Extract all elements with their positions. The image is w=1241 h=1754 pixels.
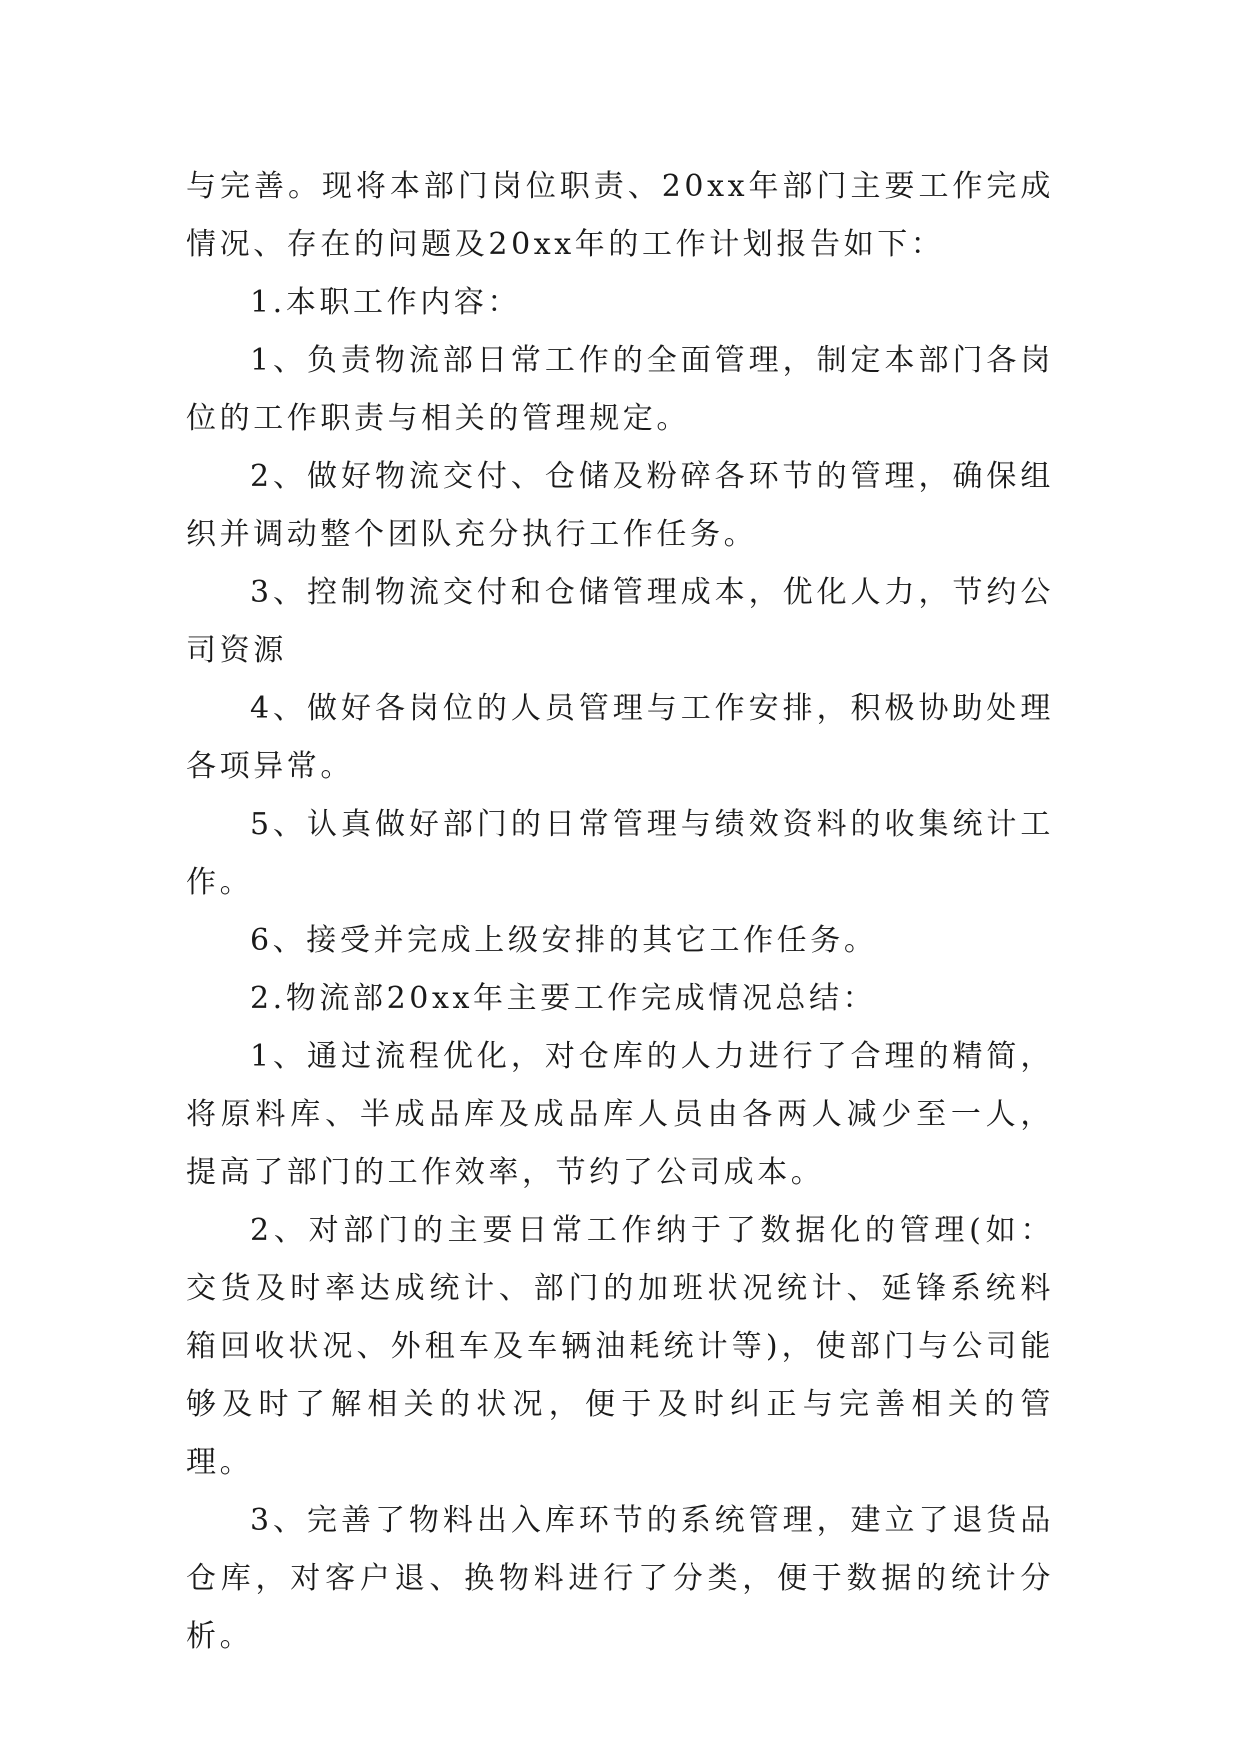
paragraph-intro: 与完善。现将本部门岗位职责、20xx年部门主要工作完成情况、存在的问题及20xx年的工作计划报告如下： [186, 169, 1054, 262]
summary-item-1: 1、通过流程优化，对仓库的人力进行了合理的精简，将原料库、半成品库及成品库人员由各两人减少至一人，提高了部门的工作效率，节约了公司成本。 [186, 1039, 1054, 1190]
duty-item-4: 4、做好各岗位的人员管理与工作安排，积极协助处理各项异常。 [186, 691, 1054, 784]
duty-item-3: 3、控制物流交付和仓储管理成本，优化人力，节约公司资源 [186, 575, 1054, 668]
section-heading-duties: 1.本职工作内容： [250, 285, 522, 320]
duty-item-5: 5、认真做好部门的日常管理与绩效资料的收集统计工作。 [186, 807, 1054, 900]
summary-item-3: 3、完善了物料出入库环节的系统管理，建立了退货品仓库，对客户退、换物料进行了分类，便于数据的统计分析。 [186, 1503, 1054, 1654]
section-heading-summary: 2.物流部20xx年主要工作完成情况总结： [250, 981, 877, 1016]
duty-item-1: 1、负责物流部日常工作的全面管理，制定本部门各岗位的工作职责与相关的管理规定。 [186, 343, 1054, 436]
duty-item-6: 6、接受并完成上级安排的其它工作任务。 [250, 923, 878, 958]
document-body [186, 158, 1054, 1666]
duty-item-2: 2、做好物流交付、仓储及粉碎各环节的管理，确保组织并调动整个团队充分执行工作任务。 [186, 459, 1054, 552]
summary-item-2: 2、对部门的主要日常工作纳于了数据化的管理(如：交货及时率达成统计、部门的加班状况统计、延锋系统料箱回收状况、外租车及车辆油耗统计等)，使部门与公司能够及时了解相关的状况，便于及时纠正与完善相关的管理。 [186, 1213, 1054, 1480]
